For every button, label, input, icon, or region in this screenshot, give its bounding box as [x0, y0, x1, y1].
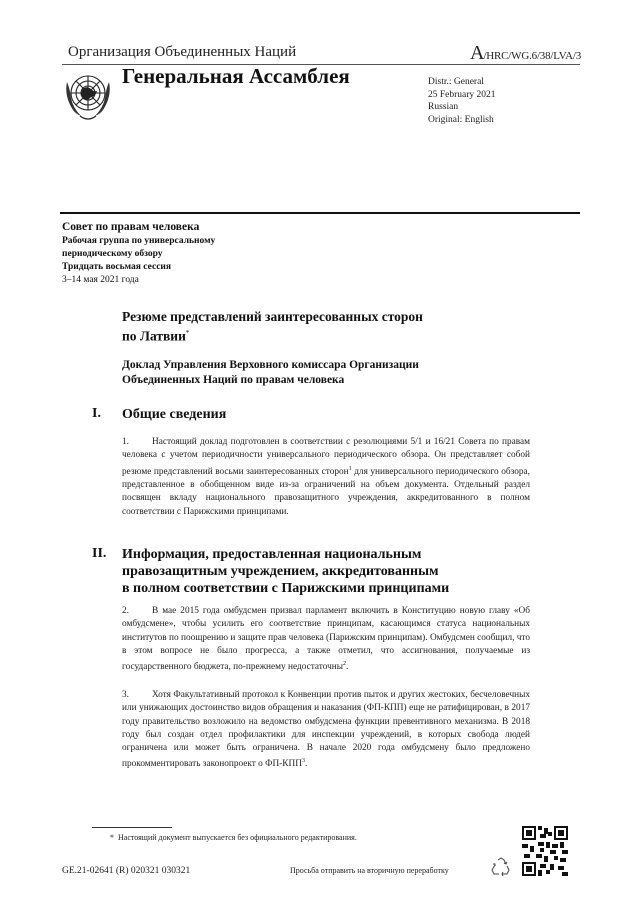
paragraph-number: 3.: [122, 690, 129, 700]
title-footnote-marker: *: [185, 329, 190, 337]
document-number: GE.21-02641 (R) 020321 030321: [62, 866, 191, 876]
paragraph-text-cont: .: [346, 662, 349, 673]
section-2-number: II.: [92, 546, 107, 561]
session-name: Тридцать восьмая сессия: [62, 262, 172, 272]
language-line: Russian: [428, 102, 459, 112]
working-group-line-2: периодическому обзору: [62, 249, 163, 259]
paragraph-text-cont: .: [304, 759, 308, 770]
original-language-line: Original: English: [428, 114, 494, 125]
footnote: [110, 833, 357, 842]
subtitle-line-2: Объединенных Наций по правам человека: [122, 374, 345, 386]
footnote-text: Настоящий документ выпускается без официального редактирования.: [118, 833, 357, 842]
document-title: [122, 308, 522, 345]
footnote-rule: [92, 827, 172, 828]
recycle-icon: [490, 856, 512, 878]
organization-name: Организация Объединенных Наций: [68, 44, 297, 60]
distribution-line: Distr.: General: [428, 77, 484, 87]
council-name: Совет по правам человека: [62, 221, 200, 233]
document-subtitle: [122, 358, 522, 388]
un-emblem-icon: [62, 68, 114, 124]
paragraph-number: 1.: [122, 437, 129, 447]
paragraph-text: В мае 2015 года омбудсмен призвал парламент включить в Конституцию новую главу «Об омбудсмене», чтобы усилить его соответствие принципам, касающимся статуса национальных институтов по поощрению и защите прав человека (Парижским принципам). Омбудсмен сообщил, что в этом вопросе не было прогресса, а также отметил, что ассигнования, получаемые из государственного бюджета, по-прежнему недостаточны: [122, 606, 530, 673]
paragraph-text-cont: для универсального периодического обзора, представленное в обобщенном виде из-за ограничений на объем документа. Отдельный раздел посвящен вкладу национального правозащитного учреждения, аккредитованного в полном соответствии с Парижскими принципами.: [122, 466, 530, 517]
working-group-line-1: Рабочая группа по универсальному: [62, 236, 216, 246]
section-1-heading: Общие сведения: [122, 407, 227, 422]
council-block: [62, 220, 215, 287]
section-2-heading-line-1: Информация, предоставленная национальным: [122, 547, 422, 562]
footnote-ref: 3: [301, 758, 305, 765]
paragraph-number: 2.: [122, 606, 129, 616]
paragraph-1: [122, 436, 530, 519]
paragraph-3: [122, 689, 530, 772]
document-symbol: [470, 42, 581, 65]
recycle-notice: Просьба отправить на вторичную переработку: [290, 866, 449, 875]
footnote-ref: 1: [348, 465, 352, 472]
footnote-ref: 2: [343, 661, 347, 668]
footnote-marker: *: [110, 833, 114, 842]
section-2-heading: [122, 546, 449, 597]
symbol-rest: /HRC/WG.6/38/LVA/3: [483, 50, 581, 62]
symbol-letter: A: [469, 42, 484, 64]
distribution-block: [428, 76, 496, 126]
paragraph-text: Хотя Факультативный протокол к Конвенции против пыток и других жестоких, бесчеловечных или унижающих достоинство видов обращения и наказания (ФП-КПП) еще не ратифицирован, в 2017 году правительство возложило на ведомство омбудсмена функции превентивного механизма. В 2018 году был создан отдел профилактики для инспекции учреждений, в которых свобода людей ограничена или может быть ограничена. В начале 2020 года омбудсмену было предложено прокомментировать законопроект о ФП-КПП: [122, 690, 530, 770]
section-divider: [60, 212, 580, 214]
section-2-heading-line-2: правозащитным учреждением, аккредитованным: [122, 564, 439, 579]
title-line-2: по Латвии: [122, 328, 186, 344]
section-2-heading-line-3: в полном соответствии с Парижскими принципами: [122, 581, 450, 596]
session-dates: 3–14 мая 2021 года: [62, 275, 139, 285]
title-line-1: Резюме представлений заинтересованных сторон: [122, 309, 423, 324]
date-line: 25 February 2021: [428, 89, 496, 100]
paragraph-text: Настоящий доклад подготовлен в соответствии с резолюциями 5/1 и 16/21 Совета по правам человека с учетом периодичности универсального периодического обзора. Он представляет собой резюме представлений восьми заинтересованных сторон: [122, 437, 530, 477]
section-1-number: I.: [92, 406, 101, 421]
paragraph-2: [122, 605, 530, 675]
qr-code-icon: [522, 826, 568, 876]
general-assembly-title: Генеральная Ассамблея: [122, 64, 350, 88]
subtitle-line-1: Доклад Управления Верховного комиссара Организации: [122, 359, 419, 371]
